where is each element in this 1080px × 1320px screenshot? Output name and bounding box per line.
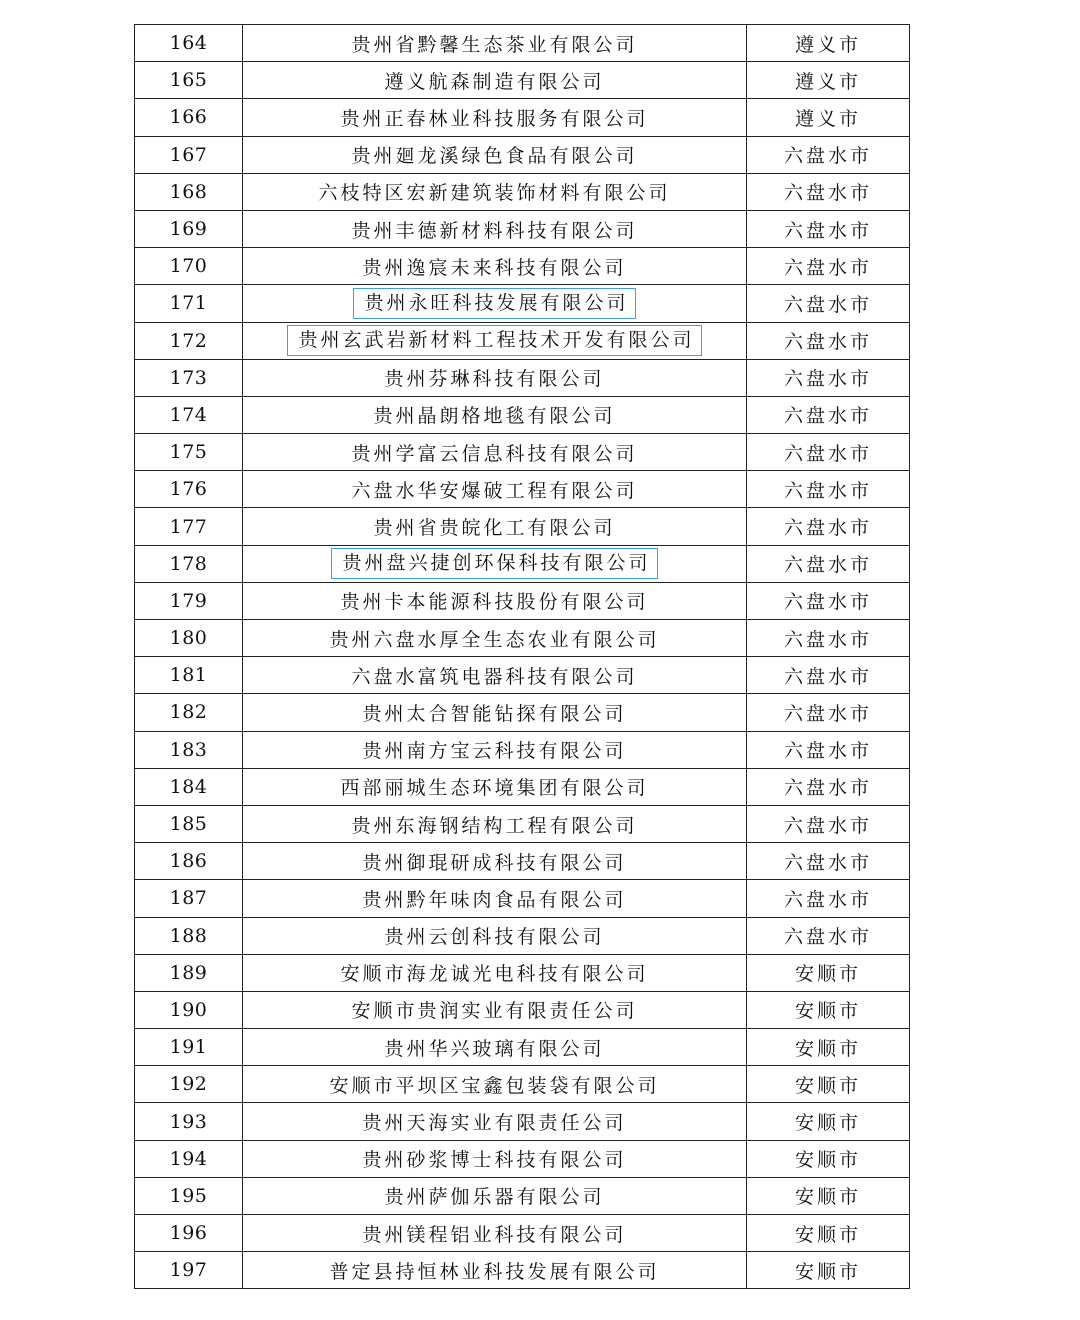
company-name-cell: 贵州逸宸未来科技有限公司 (243, 248, 747, 285)
company-name-cell: 贵州华兴玻璃有限公司 (243, 1029, 747, 1066)
row-number: 186 (135, 843, 243, 880)
company-name-cell (243, 545, 747, 582)
company-name-cell: 贵州御琨研成科技有限公司 (243, 843, 747, 880)
row-number: 168 (135, 173, 243, 210)
city-cell: 遵义市 (747, 62, 910, 99)
row-number: 189 (135, 954, 243, 991)
table-row (135, 359, 910, 396)
company-name-cell (243, 285, 747, 322)
company-name-cell: 六枝特区宏新建筑装饰材料有限公司 (243, 173, 747, 210)
table-row (135, 880, 910, 917)
row-number: 166 (135, 99, 243, 136)
company-name-cell: 贵州省黔馨生态茶业有限公司 (243, 25, 747, 62)
city-cell: 六盘水市 (747, 731, 910, 768)
table-row (135, 508, 910, 545)
table-row (135, 954, 910, 991)
company-name-cell: 贵州芬琳科技有限公司 (243, 359, 747, 396)
city-cell: 六盘水市 (747, 285, 910, 322)
row-number: 195 (135, 1177, 243, 1214)
table-row (135, 1103, 910, 1140)
city-cell: 六盘水市 (747, 359, 910, 396)
company-name-cell: 贵州砂浆博士科技有限公司 (243, 1140, 747, 1177)
city-cell: 六盘水市 (747, 136, 910, 173)
table-row (135, 694, 910, 731)
table-row (135, 657, 910, 694)
row-number: 197 (135, 1252, 243, 1289)
table-row (135, 396, 910, 433)
table-row (135, 62, 910, 99)
row-number: 196 (135, 1215, 243, 1252)
city-cell: 遵义市 (747, 25, 910, 62)
company-name-cell: 西部丽城生态环境集团有限公司 (243, 768, 747, 805)
city-cell: 六盘水市 (747, 917, 910, 954)
company-list-body (135, 25, 910, 1289)
city-cell: 六盘水市 (747, 880, 910, 917)
table-row (135, 1252, 910, 1289)
row-number: 185 (135, 805, 243, 842)
company-name-cell: 贵州卡本能源科技股份有限公司 (243, 582, 747, 619)
row-number: 176 (135, 471, 243, 508)
city-cell: 六盘水市 (747, 173, 910, 210)
company-name-cell: 六盘水富筑电器科技有限公司 (243, 657, 747, 694)
city-cell: 安顺市 (747, 1177, 910, 1214)
highlighted-company-name: 贵州盘兴捷创环保科技有限公司 (331, 548, 657, 579)
row-number: 187 (135, 880, 243, 917)
city-cell: 六盘水市 (747, 582, 910, 619)
table-row (135, 99, 910, 136)
row-number: 164 (135, 25, 243, 62)
row-number: 191 (135, 1029, 243, 1066)
table-row (135, 210, 910, 247)
company-name-cell: 贵州六盘水厚全生态农业有限公司 (243, 620, 747, 657)
city-cell: 六盘水市 (747, 545, 910, 582)
row-number: 181 (135, 657, 243, 694)
city-cell: 六盘水市 (747, 396, 910, 433)
city-cell: 六盘水市 (747, 508, 910, 545)
city-cell: 六盘水市 (747, 694, 910, 731)
table-row (135, 917, 910, 954)
city-cell: 安顺市 (747, 1066, 910, 1103)
row-number: 180 (135, 620, 243, 657)
city-cell: 安顺市 (747, 1252, 910, 1289)
table-row (135, 322, 910, 359)
highlighted-company-name: 贵州玄武岩新材料工程技术开发有限公司 (287, 325, 701, 356)
company-name-cell: 贵州东海钢结构工程有限公司 (243, 805, 747, 842)
row-number: 170 (135, 248, 243, 285)
row-number: 175 (135, 434, 243, 471)
city-cell: 安顺市 (747, 1215, 910, 1252)
company-name-cell: 贵州镁程铝业科技有限公司 (243, 1215, 747, 1252)
table-row (135, 1215, 910, 1252)
row-number: 172 (135, 322, 243, 359)
row-number: 167 (135, 136, 243, 173)
table-row (135, 731, 910, 768)
table-row (135, 582, 910, 619)
row-number: 179 (135, 582, 243, 619)
row-number: 188 (135, 917, 243, 954)
city-cell: 六盘水市 (747, 322, 910, 359)
company-name-cell: 安顺市海龙诚光电科技有限公司 (243, 954, 747, 991)
row-number: 177 (135, 508, 243, 545)
company-name-cell: 贵州天海实业有限责任公司 (243, 1103, 747, 1140)
table-row (135, 434, 910, 471)
company-name-cell (243, 322, 747, 359)
city-cell: 安顺市 (747, 991, 910, 1028)
table-row (135, 843, 910, 880)
city-cell: 安顺市 (747, 1103, 910, 1140)
city-cell: 安顺市 (747, 1029, 910, 1066)
table-row (135, 805, 910, 842)
company-name-cell: 贵州萨伽乐器有限公司 (243, 1177, 747, 1214)
table-row (135, 25, 910, 62)
city-cell: 六盘水市 (747, 434, 910, 471)
city-cell: 安顺市 (747, 1140, 910, 1177)
city-cell: 六盘水市 (747, 248, 910, 285)
table-row (135, 991, 910, 1028)
table-row (135, 136, 910, 173)
city-cell: 六盘水市 (747, 768, 910, 805)
company-name-cell: 贵州黔年味肉食品有限公司 (243, 880, 747, 917)
table-row (135, 620, 910, 657)
row-number: 190 (135, 991, 243, 1028)
city-cell: 六盘水市 (747, 657, 910, 694)
company-name-cell: 贵州丰德新材料科技有限公司 (243, 210, 747, 247)
city-cell: 安顺市 (747, 954, 910, 991)
table-row (135, 471, 910, 508)
company-name-cell: 安顺市贵润实业有限责任公司 (243, 991, 747, 1028)
company-name-cell: 普定县持恒林业科技发展有限公司 (243, 1252, 747, 1289)
city-cell: 六盘水市 (747, 805, 910, 842)
company-name-cell: 贵州廻龙溪绿色食品有限公司 (243, 136, 747, 173)
table-row (135, 1029, 910, 1066)
company-name-cell: 贵州云创科技有限公司 (243, 917, 747, 954)
row-number: 182 (135, 694, 243, 731)
row-number: 165 (135, 62, 243, 99)
row-number: 193 (135, 1103, 243, 1140)
company-name-cell: 遵义航森制造有限公司 (243, 62, 747, 99)
highlighted-company-name: 贵州永旺科技发展有限公司 (353, 288, 635, 319)
row-number: 192 (135, 1066, 243, 1103)
city-cell: 六盘水市 (747, 210, 910, 247)
row-number: 174 (135, 396, 243, 433)
company-name-cell: 贵州学富云信息科技有限公司 (243, 434, 747, 471)
row-number: 173 (135, 359, 243, 396)
table-row (135, 248, 910, 285)
company-name-cell: 贵州太合智能钻探有限公司 (243, 694, 747, 731)
company-name-cell: 贵州南方宝云科技有限公司 (243, 731, 747, 768)
table-row (135, 1140, 910, 1177)
row-number: 171 (135, 285, 243, 322)
company-name-cell: 贵州省贵皖化工有限公司 (243, 508, 747, 545)
company-name-cell: 贵州正春林业科技服务有限公司 (243, 99, 747, 136)
table-row (135, 768, 910, 805)
table-row (135, 545, 910, 582)
city-cell: 遵义市 (747, 99, 910, 136)
table-row (135, 1066, 910, 1103)
table-row (135, 285, 910, 322)
table-row (135, 1177, 910, 1214)
table-row (135, 173, 910, 210)
row-number: 183 (135, 731, 243, 768)
city-cell: 六盘水市 (747, 471, 910, 508)
row-number: 184 (135, 768, 243, 805)
company-name-cell: 贵州晶朗格地毯有限公司 (243, 396, 747, 433)
row-number: 194 (135, 1140, 243, 1177)
company-name-cell: 六盘水华安爆破工程有限公司 (243, 471, 747, 508)
company-list-table (134, 24, 910, 1289)
row-number: 169 (135, 210, 243, 247)
city-cell: 六盘水市 (747, 843, 910, 880)
city-cell: 六盘水市 (747, 620, 910, 657)
company-name-cell: 安顺市平坝区宝鑫包装袋有限公司 (243, 1066, 747, 1103)
row-number: 178 (135, 545, 243, 582)
